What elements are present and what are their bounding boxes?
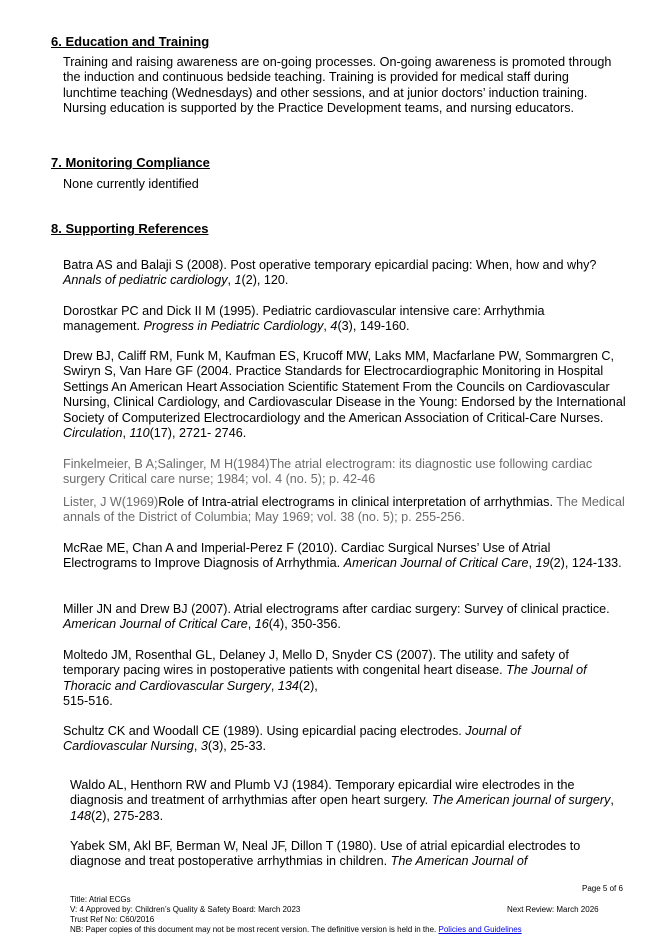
- footer-trust-ref: Trust Ref No: C60/2016: [70, 915, 155, 924]
- reference-item: Schultz CK and Woodall CE (1989). Using epicardial pacing electrodes. Journal of Cardiovascular Nursing, 3(3), 25-33.: [63, 724, 521, 754]
- reference-item: McRae ME, Chan A and Imperial-Perez F (2010). Cardiac Surgical Nurses’ Use of Atrial Electrograms to Improve Diagnosis of Arrhythmia. American Journal of Critical Care, 19(2), 124-133.: [63, 541, 622, 571]
- section-heading-references: 8. Supporting References: [51, 221, 209, 236]
- footer-note: NB: Paper copies of this document may not be most recent version. The definitive version is held in the. Policies and Guidelines: [70, 925, 522, 934]
- footer-title: Title: Atrial ECGs: [70, 895, 131, 904]
- reference-item: Lister, J W(1969)Role of Intra-atrial electrograms in clinical interpretation of arrhythmias. The Medical annals of the District of Columbia; May 1969; vol. 38 (no. 5); p. 255-256.: [63, 495, 625, 525]
- footer-next-review: Next Review: March 2026: [507, 905, 599, 914]
- reference-item: Drew BJ, Califf RM, Funk M, Kaufman ES, Krucoff MW, Laks MM, Macfarlane PW, Sommargren C, Swiryn S, Van Hare GF (2004. Practice Standards for Electrocardiographic Monitoring in Hospital Settings An American Heart Association Scientific Statement From the Councils on Cardiovascular Nursing, Clinical Cardiology, and Cardiovascular Disease in the Young: Endorsed by the International Society of Computerized Electrocardiology and the American Association of Critical-Care Nurses. Circulation, 110(17), 2721- 2746.: [63, 349, 626, 441]
- section-heading-education: 6. Education and Training: [51, 34, 210, 49]
- section-heading-monitoring: 7. Monitoring Compliance: [51, 155, 210, 170]
- page-number: Page 5 of 6: [582, 884, 623, 893]
- monitoring-paragraph: None currently identified: [63, 177, 199, 191]
- footer-version: V: 4 Approved by: Children’s Quality & Safety Board: March 2023: [70, 905, 301, 914]
- reference-item: Waldo AL, Henthorn RW and Plumb VJ (1984). Temporary epicardial wire electrodes in the diagnosis and treatment of arrhythmias after open heart surgery. The American journal of surgery, 148(2), 275-283.: [70, 778, 614, 823]
- reference-item: Miller JN and Drew BJ (2007). Atrial electrograms after cardiac surgery: Survey of clinical practice. American Journal of Critical Care, 16(4), 350-356.: [63, 602, 610, 632]
- reference-item: Dorostkar PC and Dick II M (1995). Pediatric cardiovascular intensive care: Arrhythmia management. Progress in Pediatric Cardiology, 4(3), 149-160.: [63, 304, 545, 334]
- reference-item: Finkelmeier, B A;Salinger, M H(1984)The atrial electrogram: its diagnostic use following cardiac surgery Critical care nurse; 1984; vol. 4 (no. 5); p. 42-46: [63, 457, 593, 487]
- reference-item: Batra AS and Balaji S (2008). Post operative temporary epicardial pacing: When, how and why? Annals of pediatric cardiology, 1(2), 120.: [63, 258, 597, 288]
- education-paragraph: Training and raising awareness are on-going processes. On-going awareness is promoted through the induction and continuous bedside teaching. Training is provided for medical staff during lunchtime teaching (Wednesdays) and other sessions, and at junior doctors’ induction training. Nursing education is supported by the Practice Development teams, and nursing educators.: [63, 55, 612, 116]
- policies-guidelines-link[interactable]: Policies and Guidelines: [438, 925, 522, 934]
- reference-item: Yabek SM, Akl BF, Berman W, Neal JF, Dillon T (1980). Use of atrial epicardial electrodes to diagnose and treat postoperative arrhythmias in children. The American Journal of: [70, 839, 581, 869]
- reference-item: Moltedo JM, Rosenthal GL, Delaney J, Mello D, Snyder CS (2007). The utility and safety of temporary pacing wires in postoperative patients with congenital heart disease. The Journal of Thoracic and Cardiovascular Surgery, 134(2), 515-516.: [63, 648, 587, 709]
